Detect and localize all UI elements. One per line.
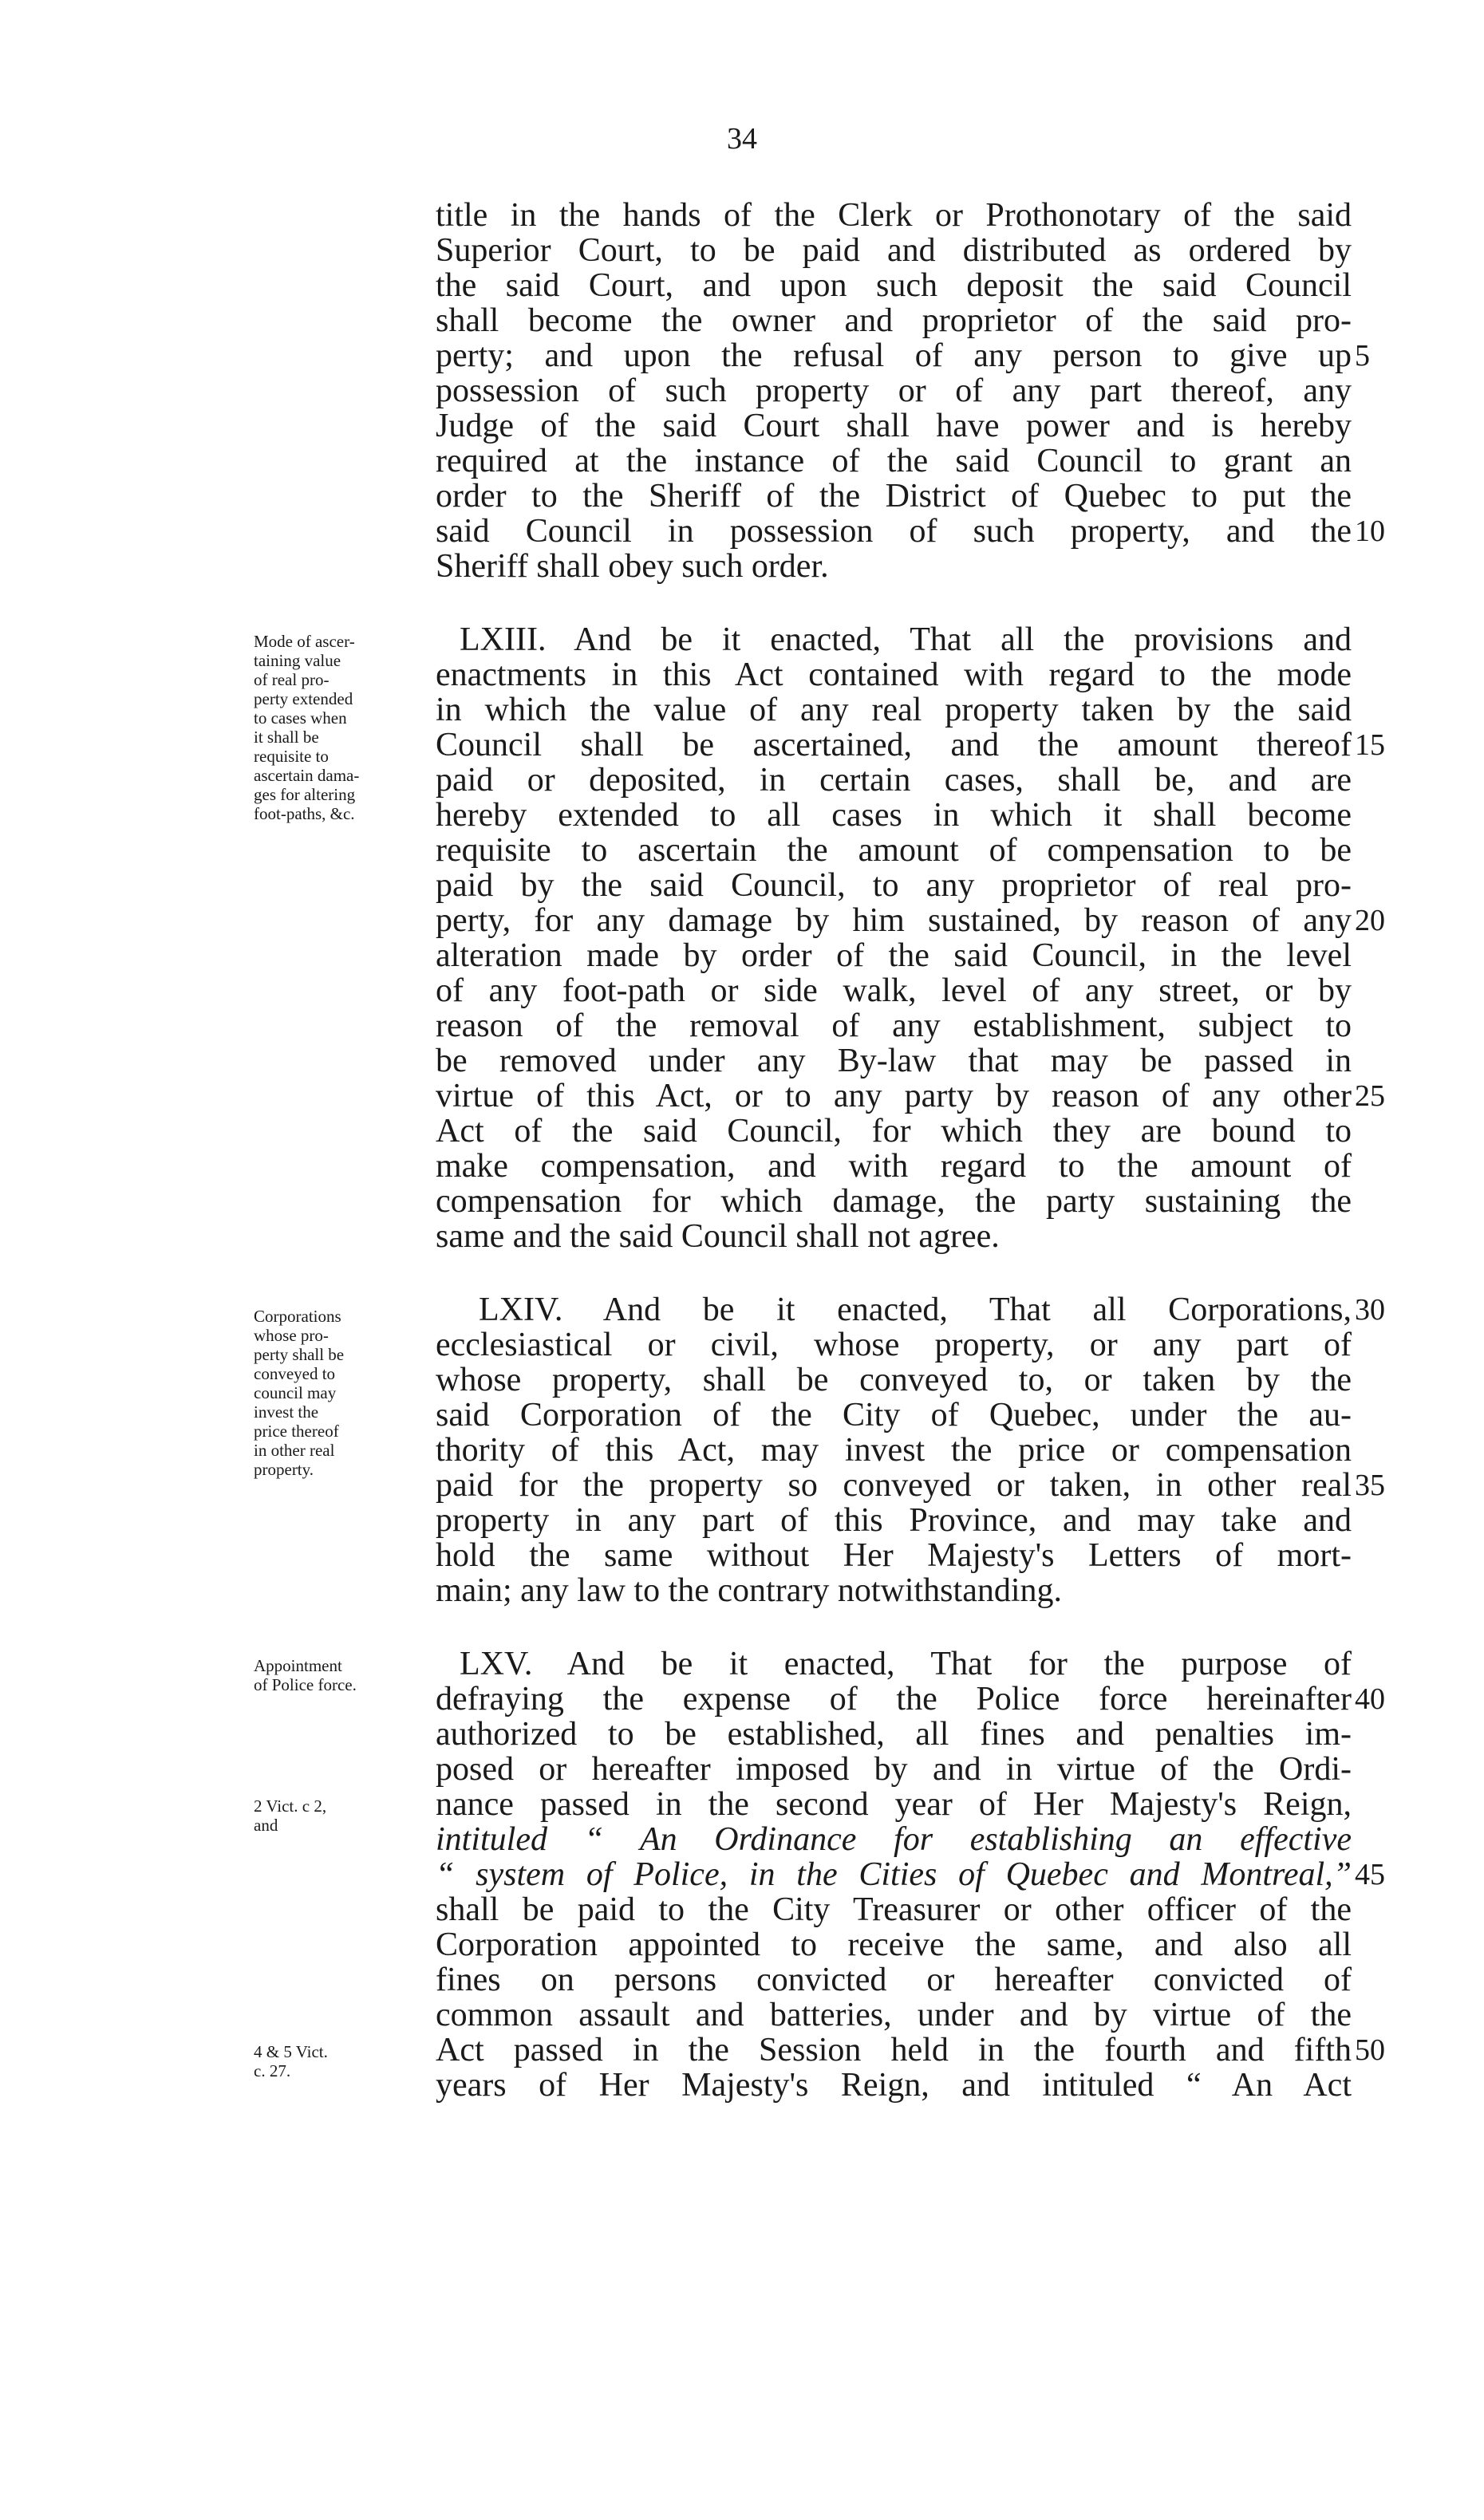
text-line: fines on persons convicted or hereafter convicted of xyxy=(436,1962,1352,1998)
text-line: title in the hands of the Clerk or Prothonotary of the said xyxy=(436,197,1352,234)
text-line: paid or deposited, in certain cases, shall be, and are xyxy=(436,762,1352,799)
text-line: Sheriff shall obey such order. xyxy=(436,548,829,585)
text-line: requisite to ascertain the amount of compensation to be xyxy=(436,832,1352,869)
line-number: 5 xyxy=(1355,339,1370,373)
text-line: shall be paid to the City Treasurer or other officer of the xyxy=(436,1891,1352,1928)
margin-note-line: property. xyxy=(254,1460,314,1479)
margin-note-line: to cases when xyxy=(254,708,347,728)
margin-note-line: taining value xyxy=(254,651,341,670)
margin-note-line: conveyed to xyxy=(254,1364,336,1383)
text-line: nance passed in the second year of Her Majesty's Reign, xyxy=(436,1786,1352,1823)
text-line: posed or hereafter imposed by and in virtue of the Ordi- xyxy=(436,1751,1352,1788)
line-number: 20 xyxy=(1355,904,1385,937)
margin-note-line: ges for altering xyxy=(254,785,356,804)
text-line: property in any part of this Province, and may take and xyxy=(436,1502,1352,1539)
text-line: same and the said Council shall not agree. xyxy=(436,1218,1000,1255)
line-number: 25 xyxy=(1355,1079,1385,1113)
text-line: reason of the removal of any establishment, subject to xyxy=(436,1008,1352,1044)
text-line: said Council in possession of such property, and the xyxy=(436,513,1352,550)
text-line: make compensation, and with regard to the amount of xyxy=(436,1148,1352,1185)
text-line: shall become the owner and proprietor of the said pro- xyxy=(436,302,1352,339)
section-heading-lxv: LXV. And be it enacted, That for the purpose of xyxy=(460,1646,1352,1682)
text-line: Superior Court, to be paid and distributed as ordered by xyxy=(436,232,1352,269)
text-line: paid for the property so conveyed or taken, in other real xyxy=(436,1467,1352,1504)
text-line: authorized to be established, all fines and penalties im- xyxy=(436,1716,1352,1753)
text-line: compensation for which damage, the party sustaining the xyxy=(436,1183,1352,1220)
margin-note-line: 4 & 5 Vict. xyxy=(254,2042,328,2061)
text-line: of any foot-path or side walk, level of any street, or by xyxy=(436,972,1352,1009)
text-line: common assault and batteries, under and by virtue of the xyxy=(436,1997,1352,2033)
margin-note-line: Corporations xyxy=(254,1307,341,1326)
text-line: whose property, shall be conveyed to, or taken by the xyxy=(436,1362,1352,1398)
margin-note-line: of real pro- xyxy=(254,670,330,689)
margin-note-line: requisite to xyxy=(254,747,329,766)
section-heading-lxiii: LXIII. And be it enacted, That all the provisions and xyxy=(460,621,1352,658)
margin-note-line: ascertain dama- xyxy=(254,766,360,785)
text-line: Act of the said Council, for which they are bound to xyxy=(436,1113,1352,1150)
text-line: perty; and upon the refusal of any person to give up xyxy=(436,337,1352,374)
line-number: 50 xyxy=(1355,2033,1385,2067)
margin-note-line: and xyxy=(254,1816,278,1835)
margin-note-corporations xyxy=(254,1307,429,1479)
text-line: defraying the expense of the Police force hereinafter xyxy=(436,1681,1352,1717)
margin-note-line: Mode of ascer- xyxy=(254,632,355,651)
text-line: virtue of this Act, or to any party by reason of any other xyxy=(436,1078,1352,1114)
margin-note-vict-4-5 xyxy=(254,2042,429,2080)
margin-note-line: perty extended xyxy=(254,689,353,708)
text-line: alteration made by order of the said Council, in the level xyxy=(436,937,1352,974)
margin-note-line: of Police force. xyxy=(254,1675,357,1694)
text-line: enactments in this Act contained with regard to the mode xyxy=(436,657,1352,693)
text-line: order to the Sheriff of the District of Quebec to put the xyxy=(436,478,1352,515)
margin-note-line: council may xyxy=(254,1383,337,1402)
text-line: paid by the said Council, to any proprietor of real pro- xyxy=(436,867,1352,904)
text-line: Judge of the said Court shall have power and is hereby xyxy=(436,408,1352,444)
text-line: Corporation appointed to receive the same, and also all xyxy=(436,1926,1352,1963)
margin-note-line: invest the xyxy=(254,1402,319,1422)
text-line: hereby extended to all cases in which it shall become xyxy=(436,797,1352,834)
text-line: said Corporation of the City of Quebec, under the au- xyxy=(436,1397,1352,1434)
margin-note-line: 2 Vict. c 2, xyxy=(254,1796,327,1816)
margin-note-line: Appointment xyxy=(254,1656,342,1675)
text-line: intituled “ An Ordinance for establishing an effective xyxy=(436,1821,1352,1858)
section-heading-lxiv: LXIV. And be it enacted, That all Corporations, xyxy=(479,1292,1352,1328)
text-line: main; any law to the contrary notwithstanding. xyxy=(436,1572,1062,1609)
margin-note-vict-2 xyxy=(254,1796,429,1835)
line-number: 10 xyxy=(1355,515,1385,548)
margin-note-line: price thereof xyxy=(254,1422,339,1441)
margin-note-appointment xyxy=(254,1656,429,1694)
line-number: 30 xyxy=(1355,1293,1385,1327)
margin-note-mode-of-ascertaining xyxy=(254,632,429,823)
text-line: Council shall be ascertained, and the amount thereof xyxy=(436,727,1352,763)
line-number: 35 xyxy=(1355,1469,1385,1502)
margin-note-line: c. 27. xyxy=(254,2061,291,2080)
line-number: 40 xyxy=(1355,1682,1385,1716)
text-line: “ system of Police, in the Cities of Quebec and Montreal,” xyxy=(436,1856,1352,1893)
text-line: in which the value of any real property taken by the said xyxy=(436,692,1352,728)
margin-note-line: in other real xyxy=(254,1441,335,1460)
text-line: perty, for any damage by him sustained, by reason of any xyxy=(436,902,1352,939)
margin-note-line: foot-paths, &c. xyxy=(254,804,355,823)
text-line: thority of this Act, may invest the price or compensation xyxy=(436,1432,1352,1469)
line-number: 45 xyxy=(1355,1858,1385,1891)
line-number: 15 xyxy=(1355,728,1385,762)
text-line: years of Her Majesty's Reign, and intituled “ An Act xyxy=(436,2067,1352,2104)
text-line: the said Court, and upon such deposit the said Council xyxy=(436,267,1352,304)
margin-note-line: perty shall be xyxy=(254,1345,345,1364)
text-line: Act passed in the Session held in the fourth and fifth xyxy=(436,2032,1352,2068)
margin-note-line: whose pro- xyxy=(254,1326,329,1345)
text-line: possession of such property or of any part thereof, any xyxy=(436,373,1352,409)
text-line: be removed under any By-law that may be passed in xyxy=(436,1043,1352,1079)
text-line: hold the same without Her Majesty's Letters of mort- xyxy=(436,1537,1352,1574)
text-line: ecclesiastical or civil, whose property, or any part of xyxy=(436,1327,1352,1363)
text-line: required at the instance of the said Council to grant an xyxy=(436,443,1352,479)
margin-note-line: it shall be xyxy=(254,728,319,747)
page-number: 34 xyxy=(727,122,757,156)
